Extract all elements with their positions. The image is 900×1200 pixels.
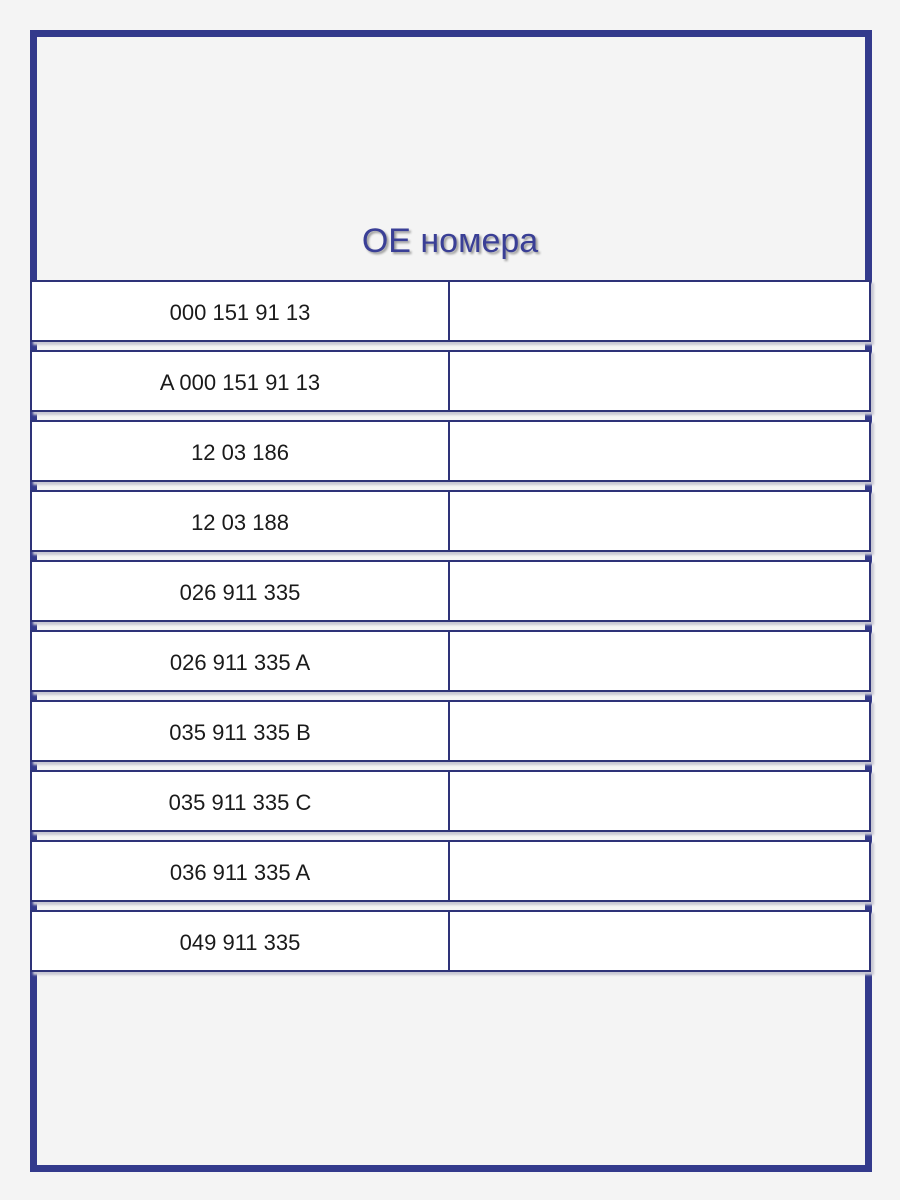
empty-cell [450,912,869,970]
empty-cell [450,842,869,900]
oe-number-cell: 12 03 188 [32,492,450,550]
empty-cell [450,352,869,410]
oe-number-cell: 000 151 91 13 [32,282,450,340]
oe-number-cell: 12 03 186 [32,422,450,480]
table-row [30,840,871,902]
table-row [30,420,871,482]
table-row [30,280,871,342]
table-row [30,560,871,622]
page-title: OE номера [361,222,539,260]
empty-cell [450,632,869,690]
oe-number-cell: 026 911 335 [32,562,450,620]
table-row [30,630,871,692]
oe-number-cell: 026 911 335 A [32,632,450,690]
empty-cell [450,562,869,620]
empty-cell [450,702,869,760]
oe-number-cell: 035 911 335 C [32,772,450,830]
table-row [30,770,871,832]
oe-number-cell: 035 911 335 B [32,702,450,760]
empty-cell [450,282,869,340]
table-row [30,490,871,552]
oe-number-cell: 036 911 335 A [32,842,450,900]
empty-cell [450,422,869,480]
table-row [30,700,871,762]
table-row [30,350,871,412]
oe-number-cell: 049 911 335 [32,912,450,970]
empty-cell [450,772,869,830]
oe-number-cell: A 000 151 91 13 [32,352,450,410]
empty-cell [450,492,869,550]
table-row [30,910,871,972]
